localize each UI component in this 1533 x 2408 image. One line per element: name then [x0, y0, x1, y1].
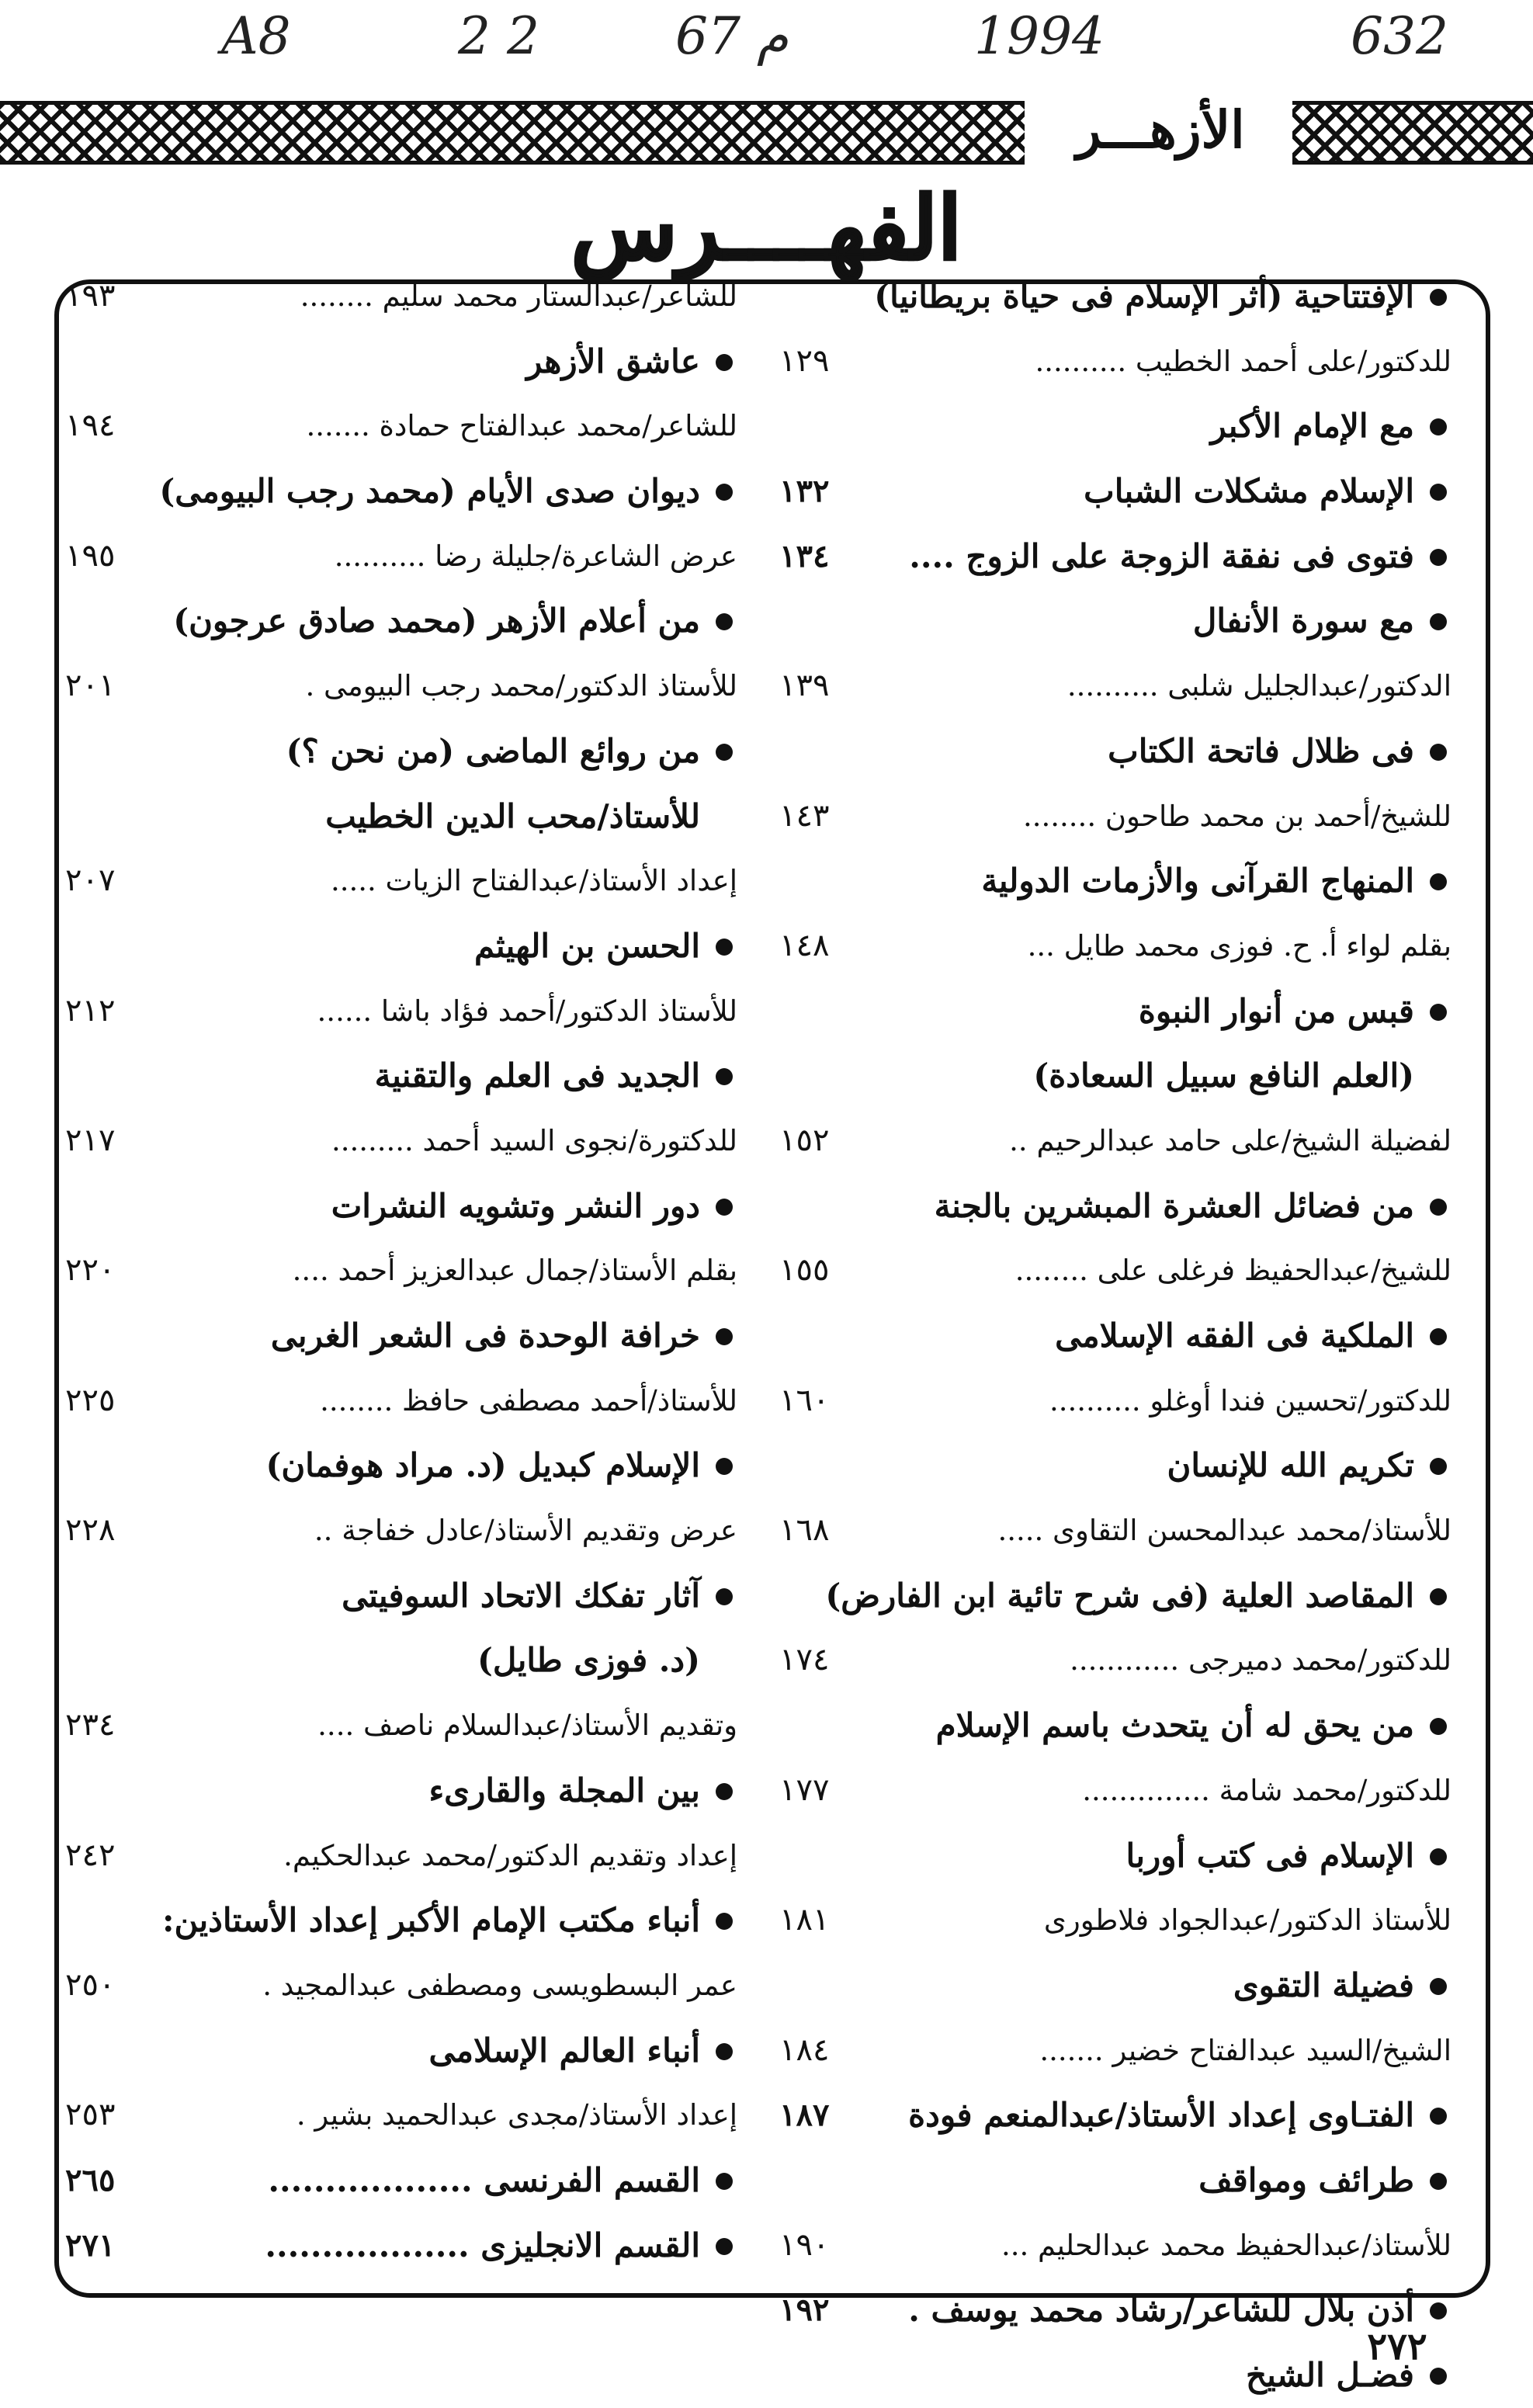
- toc-text: للدكتور/على أحمد الخطيب ..........: [1035, 344, 1451, 378]
- toc-page-number: ٢٢٨: [65, 1512, 116, 1549]
- toc-text: طرائف ومواقف: [1198, 2160, 1414, 2199]
- toc-author-line: [776, 1109, 1451, 1174]
- toc-author-line: [62, 1369, 737, 1434]
- toc-entry: [62, 1043, 737, 1109]
- toc-author-line: [776, 1888, 1451, 1953]
- toc-text: القسم الفرنسى ..................: [268, 2160, 700, 2199]
- toc-author-line: [776, 2018, 1451, 2084]
- toc-author-line: [776, 2213, 1451, 2278]
- toc-text: الإسلام كبديل (د. مراد هوفمان): [265, 1446, 700, 1485]
- toc-page-number: ١٣٤: [779, 537, 830, 574]
- toc-text: إعداد الأستاذ/مجدى عبدالحميد بشير .: [296, 2098, 737, 2132]
- toc-page-number: ١٤٨: [779, 927, 830, 963]
- toc-text: الحسن بن الهيثم: [473, 926, 700, 965]
- toc-entry: [62, 1303, 737, 1369]
- toc-text: للشيخ/عبدالحفيظ فرغلى على ........: [1014, 1254, 1451, 1288]
- toc-author-line: [62, 654, 737, 719]
- toc-text: بين المجلة والقارىء: [428, 1771, 700, 1809]
- toc-page-number: ١٤٣: [779, 797, 830, 834]
- toc-entry: [776, 979, 1451, 1044]
- toc-page-number: ١٥٢: [779, 1122, 830, 1158]
- toc-entry: [776, 1174, 1451, 1239]
- toc-text: لفضيلة الشيخ/على حامد عبدالرحيم ..: [1009, 1123, 1451, 1157]
- page-number: ٢٧٢: [1367, 2325, 1427, 2368]
- toc-author-line: [62, 2083, 737, 2148]
- toc-text: الإفتتاحية (أثر الإسلام فى حياة بريطانيا): [874, 277, 1414, 315]
- toc-text: للأستاذ/أحمد مصطفى حافظ ........: [320, 1383, 737, 1417]
- toc-entry: [62, 914, 737, 979]
- toc-author-line: [62, 1498, 737, 1563]
- toc-page-number: ٢٥٣: [65, 2097, 116, 2133]
- toc-entry: [776, 1303, 1451, 1369]
- toc-text: وتقديم الأستاذ/عبدالسلام ناصف ....: [317, 1709, 737, 1743]
- toc-author-line: [62, 264, 737, 329]
- toc-page-number: ٢١٧: [65, 1122, 116, 1158]
- journal-name: الأزهـــر: [1076, 99, 1245, 160]
- toc-text: من يحق له أن يتحدث باسم الإسلام: [935, 1706, 1414, 1745]
- handwritten-note-5: 632: [1351, 6, 1448, 66]
- toc-text: الإسلام مشكلات الشباب: [1084, 472, 1414, 511]
- toc-page-number: ١٩٣: [65, 278, 116, 314]
- toc-author-line: [776, 1238, 1451, 1303]
- toc-entry: [62, 2018, 737, 2084]
- toc-entry: [62, 1888, 737, 1953]
- toc-page-number: ١٦٠: [779, 1382, 830, 1418]
- toc-text: قبس من أنوار النبوة: [1138, 991, 1414, 1030]
- toc-page-number: ٢٠١: [65, 668, 116, 704]
- toc-author-line: [776, 1369, 1451, 1434]
- toc-page-number: ١٨١: [779, 1902, 830, 1938]
- toc-author-line: [776, 784, 1451, 849]
- toc-entry: [776, 1823, 1451, 1889]
- handwritten-note-3: 67 م: [675, 6, 789, 66]
- toc-entry: [776, 1043, 1451, 1109]
- toc-author-line: [62, 394, 737, 459]
- toc-page-number: ١٧٤: [779, 1642, 830, 1678]
- toc-text: من أعلام الأزهر (محمد صادق عرجون): [173, 602, 700, 640]
- toc-author-line: [62, 1823, 737, 1889]
- contents-column-left: [62, 264, 737, 2278]
- toc-text: تكريم الله للإنسان: [1167, 1446, 1414, 1485]
- toc-text: إعداد الأستاذ/عبدالفتاح الزيات .....: [330, 864, 737, 898]
- toc-entry: [776, 588, 1451, 654]
- toc-text: مع سورة الأنفال: [1192, 602, 1414, 640]
- toc-entry: [62, 459, 737, 524]
- toc-text: فى ظلال فاتحة الكتاب: [1108, 731, 1414, 770]
- toc-text: بقلم لواء أ. ح. فوزى محمد طايل ...: [1027, 928, 1451, 963]
- toc-text: للأستاذ/عبدالحفيظ محمد عبدالحليم ...: [1001, 2228, 1451, 2262]
- toc-text: الجديد فى العلم والتقنية: [374, 1057, 700, 1095]
- handwritten-note-4: 1994: [974, 6, 1105, 66]
- toc-author-line: [62, 1109, 737, 1174]
- toc-entry: [62, 1628, 737, 1693]
- toc-text: القسم الانجليزى ..................: [265, 2226, 700, 2264]
- toc-entry: [776, 524, 1451, 589]
- toc-text: دور النشر وتشويه النشرات: [331, 1186, 700, 1225]
- toc-text: (د. فوزى طايل): [477, 1641, 700, 1680]
- toc-author-line: [776, 1498, 1451, 1563]
- toc-entry: [776, 2083, 1451, 2148]
- toc-text: الملكية فى الفقه الإسلامى: [1055, 1317, 1414, 1355]
- toc-page-number: ١٣٢: [779, 473, 830, 510]
- toc-text: الإسلام فى كتب أوربا: [1125, 1836, 1414, 1875]
- ornamental-band-icon: [0, 101, 1025, 165]
- toc-entry: [62, 1758, 737, 1823]
- toc-author-line: [62, 1953, 737, 2018]
- toc-author-line: [776, 329, 1451, 394]
- toc-text: آثار تفكك الاتحاد السوفيتى: [342, 1576, 700, 1615]
- toc-entry: [776, 2278, 1451, 2343]
- toc-text: فضيلة التقوى: [1233, 1966, 1414, 2004]
- toc-entry: [776, 2343, 1451, 2408]
- toc-page-number: ٢٦٥: [65, 2161, 116, 2198]
- toc-text: للأستاذ/محب الدين الخطيب: [325, 796, 700, 835]
- toc-entry: [62, 2213, 737, 2278]
- toc-page-number: ١٩٤: [65, 408, 116, 444]
- toc-text: مع الإمام الأكبر: [1210, 407, 1414, 446]
- toc-entry: [776, 459, 1451, 524]
- toc-text: للأستاذ الدكتور/محمد رجب البيومى .: [305, 669, 737, 703]
- toc-author-line: [62, 524, 737, 589]
- toc-page-number: ١٨٧: [779, 2097, 830, 2134]
- toc-text: عاشق الأزهر: [526, 342, 700, 380]
- toc-author-line: [62, 979, 737, 1044]
- toc-text: فتوى فى نفقة الزوجة على الزوج ....: [909, 536, 1414, 575]
- toc-page-number: ١٨٤: [779, 2032, 830, 2068]
- toc-page-number: ٢٤٢: [65, 1837, 116, 1873]
- toc-author-line: [62, 848, 737, 914]
- toc-entry: [62, 719, 737, 784]
- toc-text: للشاعر/عبدالستار محمد سليم ........: [300, 279, 737, 313]
- toc-text: للشيخ/أحمد بن محمد طاحون ........: [1022, 799, 1451, 833]
- handwritten-note-2: 2 2: [458, 6, 539, 66]
- toc-page-number: ١٢٩: [779, 342, 830, 379]
- toc-page-number: ٢٧١: [65, 2226, 116, 2264]
- toc-author-line: [776, 1758, 1451, 1823]
- toc-page-number: ١٧٧: [779, 1771, 830, 1808]
- toc-text: الدكتور/عبدالجليل شلبى ..........: [1067, 669, 1451, 703]
- toc-text: من فضائل العشرة المبشرين بالجنة: [934, 1186, 1414, 1225]
- toc-author-line: [62, 1693, 737, 1758]
- toc-text: عرض وتقديم الأستاذ/عادل خفاجة ..: [314, 1514, 737, 1548]
- ornamental-band-icon: [1292, 101, 1533, 165]
- toc-text: الشيخ/السيد عبدالفتاح خضير .......: [1039, 2033, 1451, 2067]
- toc-entry: [776, 394, 1451, 459]
- toc-entry: [776, 2148, 1451, 2213]
- toc-page-number: ١٦٨: [779, 1512, 830, 1549]
- toc-text: أنباء مكتب الإمام الأكبر إعداد الأستاذين:: [162, 1901, 700, 1940]
- toc-text: للشاعر/محمد عبدالفتاح حمادة .......: [306, 409, 737, 443]
- toc-author-line: [776, 914, 1451, 979]
- toc-entry: [776, 719, 1451, 784]
- toc-page-number: ١٣٩: [779, 668, 830, 704]
- toc-entry: [776, 848, 1451, 914]
- toc-text: للدكتورة/نجوى السيد أحمد .........: [331, 1123, 737, 1157]
- toc-entry: [62, 784, 737, 849]
- toc-entry: [62, 2148, 737, 2213]
- toc-entry: [776, 1953, 1451, 2018]
- toc-text: عرض الشاعرة/جليلة رضا ..........: [334, 539, 737, 573]
- toc-text: عمر البسطويسى ومصطفى عبدالمجيد .: [262, 1968, 737, 2002]
- toc-page-number: ٢٠٧: [65, 862, 116, 899]
- toc-text: خرافة الوحدة فى الشعر الغربى: [270, 1317, 700, 1355]
- page-title: الفهــــرس: [571, 178, 962, 279]
- toc-text: من روائع الماضى (من نحن ؟): [286, 731, 700, 770]
- toc-page-number: ١٩٢: [779, 2292, 830, 2329]
- toc-page-number: ١٥٥: [779, 1252, 830, 1289]
- toc-text: للأستاذ الدكتور/أحمد فؤاد باشا ......: [317, 994, 737, 1028]
- toc-entry: [62, 1174, 737, 1239]
- masthead: [0, 78, 1533, 179]
- toc-text: المنهاج القرآنى والأزمات الدولية: [981, 862, 1414, 900]
- toc-entry: [776, 1693, 1451, 1758]
- toc-text: فضـل الشيخ: [1246, 2356, 1414, 2394]
- toc-entry: [62, 329, 737, 394]
- toc-author-line: [776, 654, 1451, 719]
- toc-entry: [62, 1433, 737, 1498]
- toc-entry: [776, 264, 1451, 329]
- toc-entry: [776, 1433, 1451, 1498]
- toc-page-number: ٢٥٠: [65, 1966, 116, 2003]
- toc-page-number: ٢١٢: [65, 992, 116, 1029]
- toc-page-number: ١٩٠: [779, 2226, 830, 2263]
- handwritten-note-1: A8: [221, 6, 291, 66]
- toc-page-number: ١٩٥: [65, 537, 116, 574]
- toc-text: للأستاذ الدكتور/عبدالجواد فلاطورى: [1043, 1903, 1451, 1938]
- toc-page-number: ٢٣٤: [65, 1707, 116, 1744]
- toc-entry: [62, 588, 737, 654]
- toc-text: الفتـاوى إعداد الأستاذ/عبدالمنعم فودة: [908, 2096, 1414, 2135]
- toc-text: للأستاذ/محمد عبدالمحسن التقاوى .....: [997, 1514, 1451, 1548]
- toc-text: ديوان صدى الأيام (محمد رجب البيومى): [159, 472, 700, 511]
- toc-text: أنباء العالم الإسلامى: [428, 2031, 700, 2070]
- toc-text: بقلم الأستاذ/جمال عبدالعزيز أحمد ....: [292, 1254, 737, 1288]
- toc-entry: [62, 1563, 737, 1629]
- toc-text: للدكتور/محمد شامة ..............: [1082, 1773, 1451, 1807]
- toc-author-line: [776, 1628, 1451, 1693]
- contents-column-right: [776, 264, 1451, 2408]
- toc-page-number: ٢٢٥: [65, 1382, 116, 1418]
- toc-text: إعداد وتقديم الدكتور/محمد عبدالحكيم.: [283, 1838, 737, 1872]
- toc-page-number: ٢٢٠: [65, 1252, 116, 1289]
- toc-text: أذن بلال للشاعر/رشاد محمد يوسف .: [908, 2291, 1414, 2330]
- toc-text: للدكتور/تحسين فندا أوغلو ..........: [1049, 1383, 1451, 1417]
- toc-entry: [776, 1563, 1451, 1629]
- toc-text: المقاصد العلية (فى شرح تائية ابن الفارض): [825, 1576, 1414, 1615]
- toc-author-line: [62, 1238, 737, 1303]
- toc-text: (العلم النافع سبيل السعادة): [1033, 1057, 1414, 1095]
- toc-text: للدكتور/محمد دميرجى ............: [1070, 1643, 1451, 1678]
